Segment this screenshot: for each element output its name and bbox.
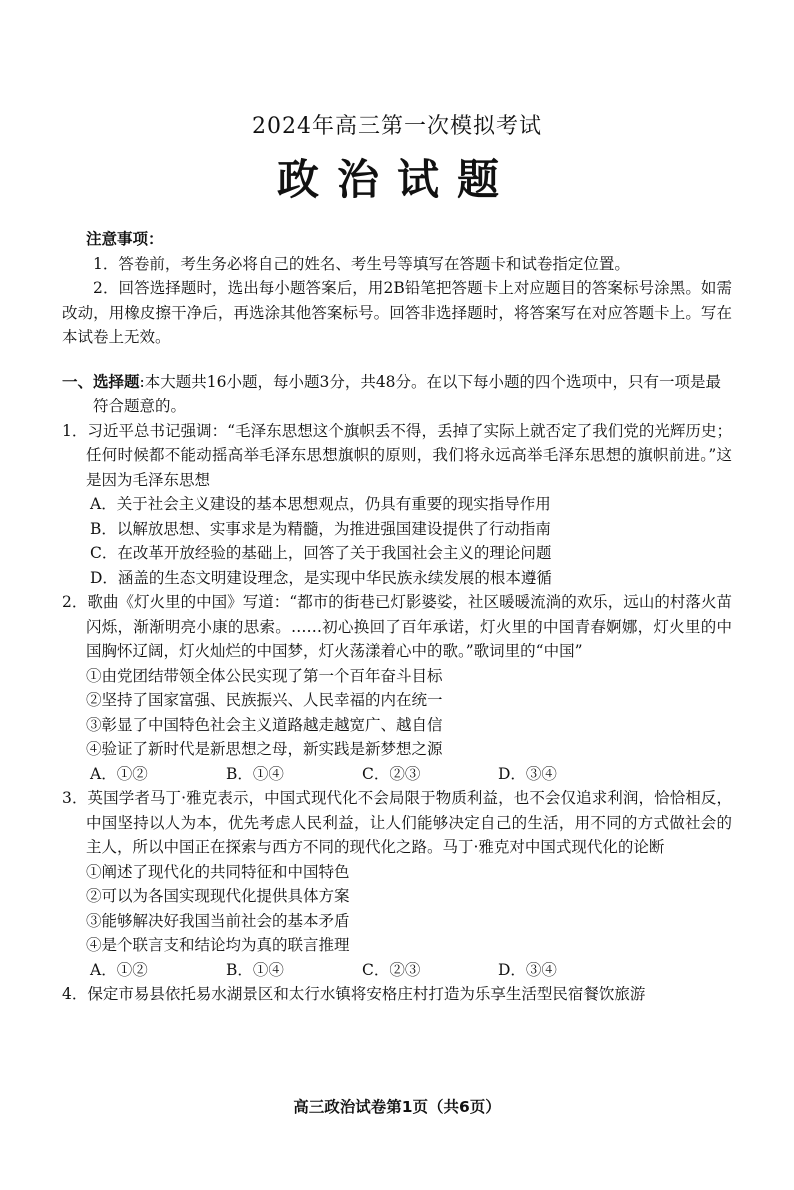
statement-2: ②可以为各国实现现代化提供具体方案 xyxy=(86,887,350,905)
option-c: C．②③ xyxy=(362,960,421,979)
section-description: :本大题共16小题，每小题3分，共48分。在以下每小题的四个选项中，只有一项是最符合题意的。 xyxy=(93,372,722,415)
spacer xyxy=(62,350,732,370)
options-row xyxy=(62,762,732,787)
statement-1: ①阐述了现代化的共同特征和中国特色 xyxy=(86,862,350,881)
statement-1: ①由党团结带领全体公民实现了第一个百年奋斗目标 xyxy=(86,666,443,685)
option-d: D．涵盖的生态文明建设理念，是实现中华民族永续发展的根本遵循 xyxy=(90,568,552,587)
statement-3: ③彰显了中国特色社会主义道路越走越宽广、越自信 xyxy=(86,715,443,734)
options-row xyxy=(62,958,732,983)
subject-title: 政治试题 xyxy=(276,155,517,204)
page-body xyxy=(62,227,732,1007)
notice-item-2: 2．回答选择题时，选出每小题答案后，用2B铅笔把答题卡上对应题目的答案标号涂黑。如需改动，用橡皮擦干净后，再选涂其他答案标号。回答非选择题时，将答案写在对应答题卡上。写在本试卷上无效。 xyxy=(62,279,732,346)
question-stem: 2．歌曲《灯火里的中国》写道：“都市的街巷已灯影婆娑，社区暖暖流淌的欢乐，远山的村落火苗闪烁，渐渐明亮小康的思索。……初心换回了百年承诺，灯火里的中国青春婀娜，灯火里的中国胸怀辽阔，灯火灿烂的中国梦，灯火荡漾着心中的歌。”歌词里的“中国” xyxy=(62,593,732,660)
option-a: A．①② xyxy=(90,764,148,783)
statement-3: ③能够解决好我国当前社会的基本矛盾 xyxy=(86,911,350,930)
statement-4: ④是个联言支和结论均为真的联言推理 xyxy=(86,936,350,954)
section-label: 一、选择题 xyxy=(62,372,140,391)
page-footer: 高三政治试卷第1页（共6页） xyxy=(293,1098,501,1116)
option-a: A．关于社会主义建设的基本思想观点，仍具有重要的现实指导作用 xyxy=(90,495,551,513)
option-a: A．①② xyxy=(90,960,148,979)
question-stem: 3．英国学者马丁·雅克表示，中国式现代化不会局限于物质利益，也不会仅追求利润，恰恰相反，中国坚持以人为本，优先考虑人民利益，让人们能够决定自己的生活，用不同的方式做社会的主人，所以中国正在探索与西方不同的现代化之路。马丁·雅克对中国式现代化的论断 xyxy=(62,789,732,856)
notice-item-1: 1．答卷前，考生务必将自己的姓名、考生号等填写在答题卡和试卷指定位置。 xyxy=(93,254,630,273)
question-stem: 1．习近平总书记强调：“毛泽东思想这个旗帜丢不得，丢掉了实际上就否定了我们党的光辉历史；任何时候都不能动摇高举毛泽东思想旗帜的原则，我们将永远高举毛泽东思想的旗帜前进。”这是因为毛泽东思想 xyxy=(62,421,732,489)
option-c: C．②③ xyxy=(362,764,421,783)
option-b: B．①④ xyxy=(226,764,284,783)
option-d: D．③④ xyxy=(498,960,557,979)
option-b: B．①④ xyxy=(226,960,284,979)
section-heading xyxy=(62,370,732,419)
exam-title: 2024年高三第一次模拟考试 xyxy=(252,114,542,139)
option-c: C．在改革开放经验的基础上，回答了关于我国社会主义的理论问题 xyxy=(90,544,552,562)
statement-4: ④验证了新时代是新思想之母，新实践是新梦想之源 xyxy=(86,740,443,758)
question-2 xyxy=(62,590,732,786)
option-b: B．以解放思想、实事求是为精髓，为推进强国建设提供了行动指南 xyxy=(90,519,551,538)
question-1 xyxy=(62,419,732,591)
question-stem: 4．保定市易县依托易水湖景区和太行水镇将安格庄村打造为乐享生活型民宿餐饮旅游 xyxy=(62,985,646,1003)
question-4 xyxy=(62,982,732,1007)
option-d: D．③④ xyxy=(498,764,557,783)
question-3 xyxy=(62,786,732,982)
notice-heading: 注意事项： xyxy=(86,230,164,248)
statement-2: ②坚持了国家富强、民族振兴、人民幸福的内在统一 xyxy=(86,691,443,709)
